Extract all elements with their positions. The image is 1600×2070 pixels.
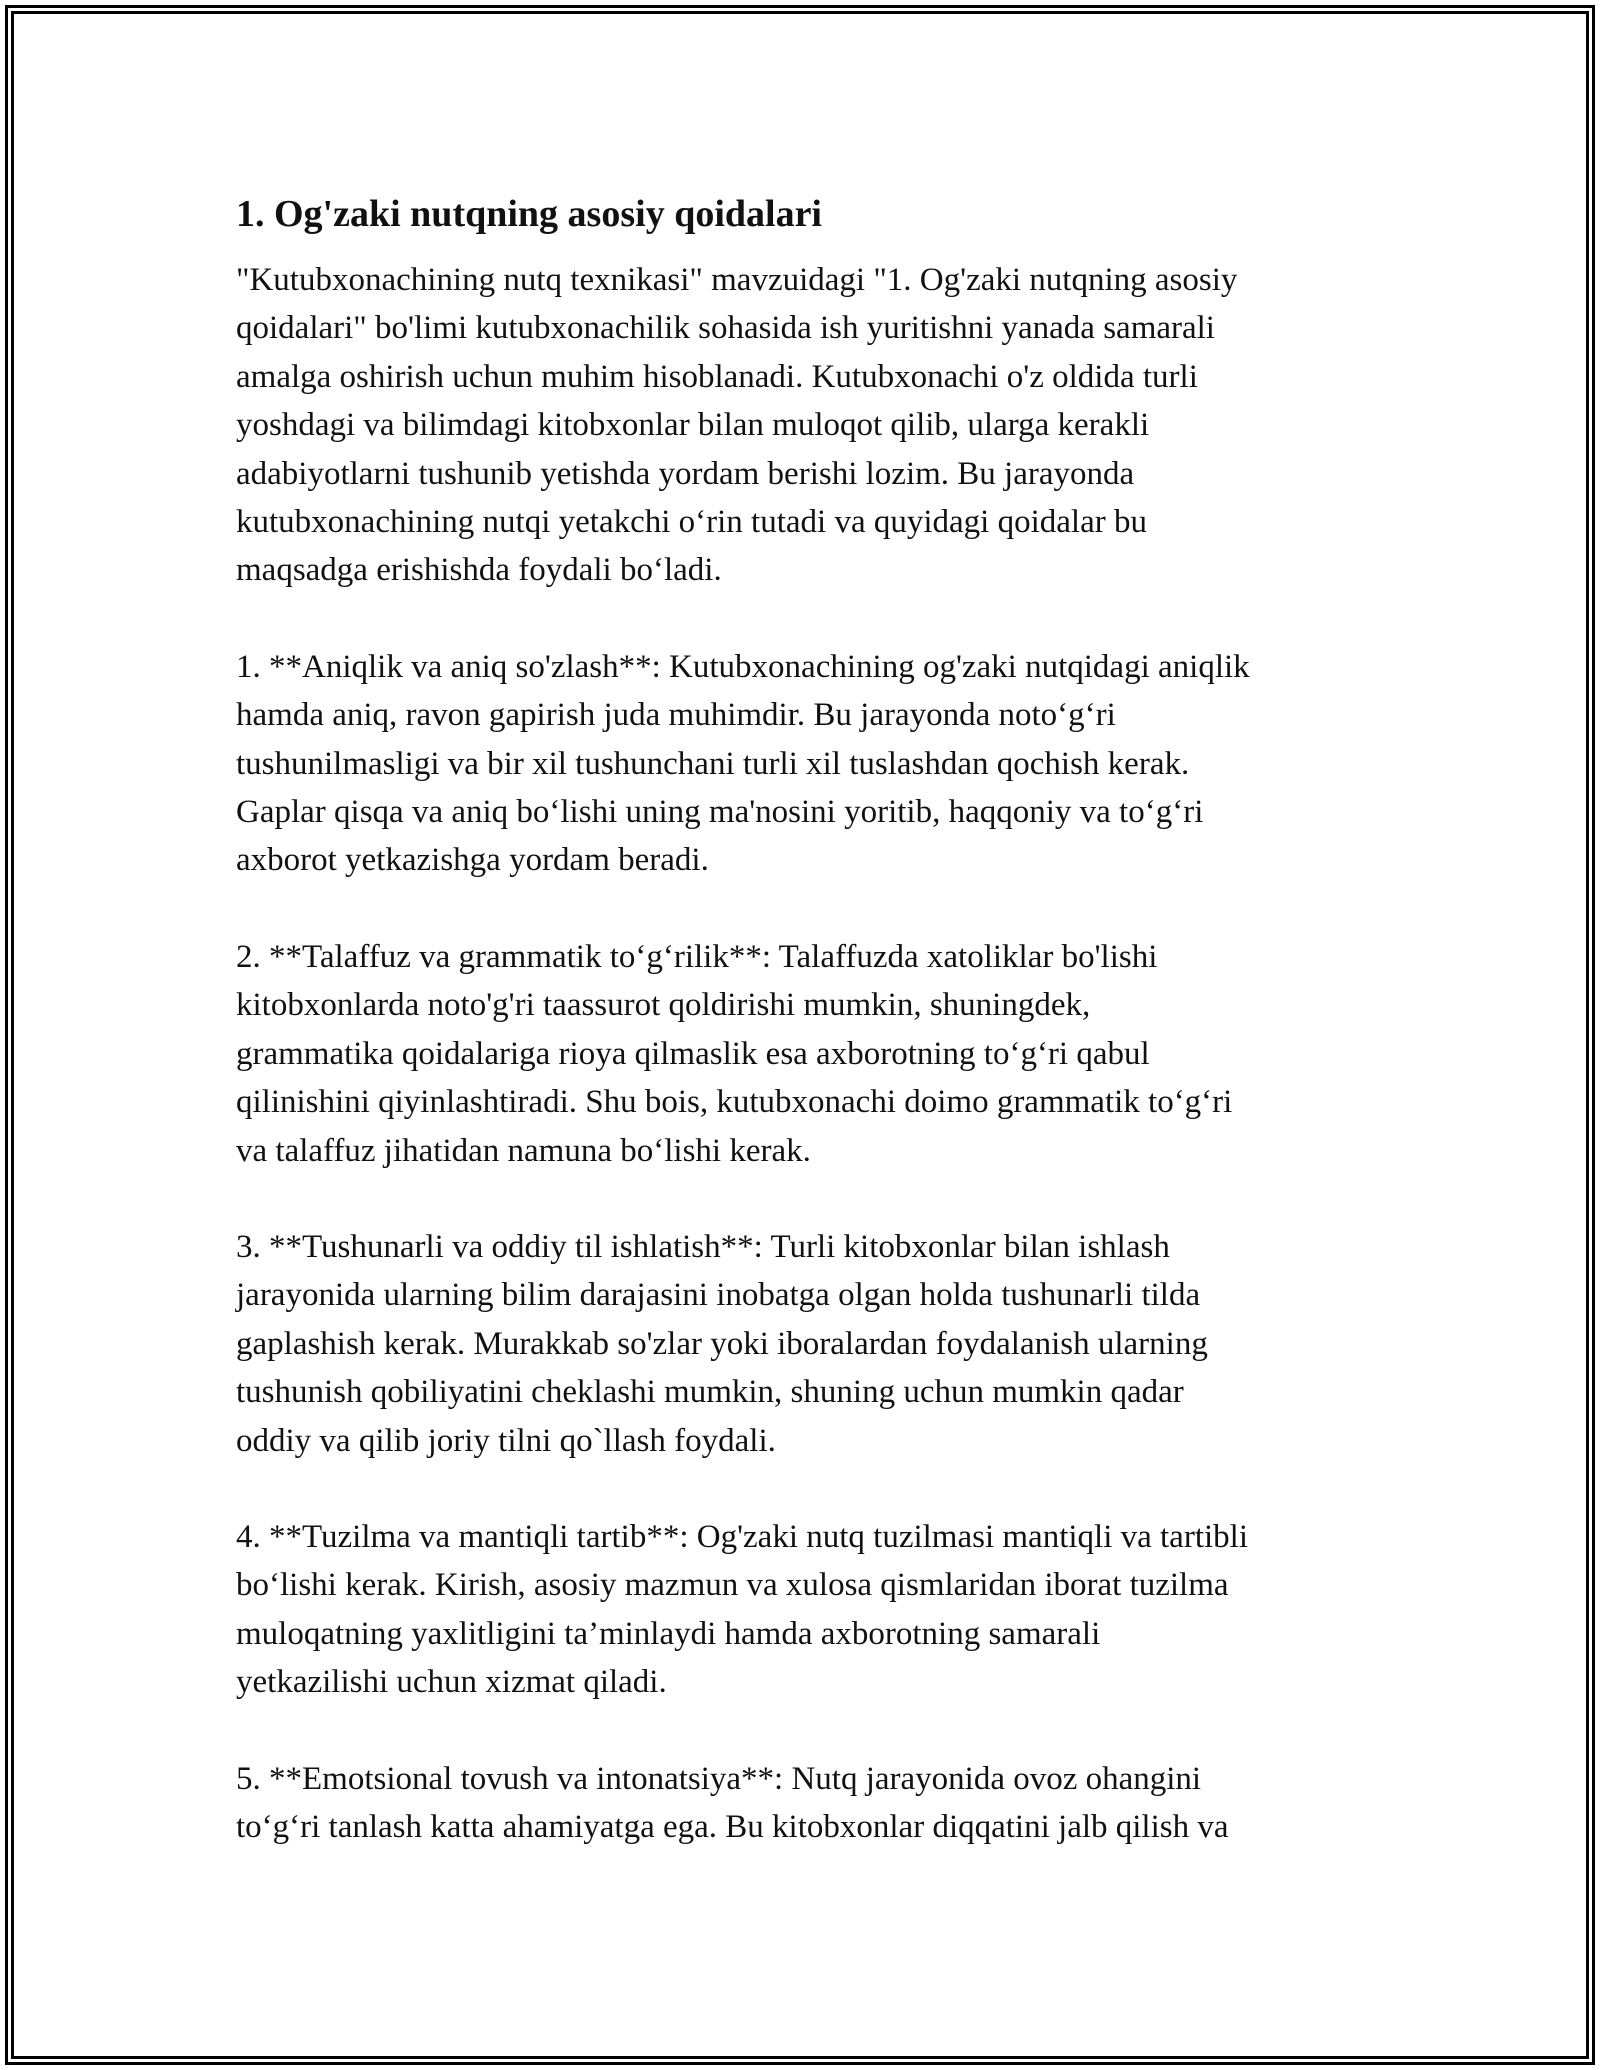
rule-3-paragraph [236,1223,1386,1465]
text-line: va talaffuz jihatidan namuna bo‘lishi kerak. [236,1132,811,1169]
rule-5-paragraph [236,1755,1386,1852]
intro-paragraph [236,256,1386,595]
section-heading: 1. Og'zaki nutqning asosiy qoidalari [236,193,822,235]
text-line: tushunilmasligi va bir xil tushunchani turli xil tuslashdan qochish kerak. [236,745,1190,782]
text-line: 4. **Tuzilma va mantiqli tartib**: Og'zaki nutq tuzilmasi mantiqli va tartibli [236,1518,1248,1555]
text-line: muloqatning yaxlitligini ta’minlaydi hamda axborotning samarali [236,1615,1101,1652]
text-line: axborot yetkazishga yordam beradi. [236,842,709,879]
text-line: kutubxonachining nutqi yetakchi o‘rin tutadi va quyidagi qoidalar bu [236,504,1147,541]
document-page [236,186,1386,1899]
rule-4-paragraph [236,1513,1386,1707]
text-line: to‘g‘ri tanlash katta ahamiyatga ega. Bu kitobxonlar diqqatini jalb qilish va [236,1808,1229,1845]
text-line: amalga oshirish uchun muhim hisoblanadi. Kutubxonachi o'z oldida turli [236,358,1198,395]
text-line: 2. **Talaffuz va grammatik to‘g‘rilik**: Talaffuzda xatoliklar bo'lishi [236,938,1158,975]
text-line: hamda aniq, ravon gapirish juda muhimdir. Bu jarayonda noto‘g‘ri [236,697,1116,734]
text-line: qilinishini qiyinlashtiradi. Shu bois, kutubxonachi doimo grammatik to‘g‘ri [236,1084,1233,1121]
rule-1-paragraph [236,643,1386,885]
text-line: adabiyotlarni tushunib yetishda yordam berishi lozim. Bu jarayonda [236,455,1135,492]
text-line: 1. **Aniqlik va aniq so'zlash**: Kutubxonachining og'zaki nutqidagi aniqlik [236,648,1250,685]
text-line: oddiy va qilib joriy tilni qo`llash foydali. [236,1422,776,1459]
text-line: gaplashish kerak. Murakkab so'zlar yoki iboralardan foydalanish ularning [236,1325,1208,1362]
text-line: maqsadga erishishda foydali bo‘ladi. [236,552,722,589]
text-line: grammatika qoidalariga rioya qilmaslik esa axborotning to‘g‘ri qabul [236,1035,1150,1072]
text-line: bo‘lishi kerak. Kirish, asosiy mazmun va xulosa qismlaridan iborat tuzilma [236,1567,1229,1604]
text-line: qoidalari" bo'limi kutubxonachilik sohasida ish yuritishni yanada samarali [236,310,1215,347]
text-line: yoshdagi va bilimdagi kitobxonlar bilan muloqot qilib, ularga kerakli [236,407,1150,444]
text-line: "Kutubxonachining nutq texnikasi" mavzuidagi "1. Og'zaki nutqning asosiy [236,262,1238,298]
text-line: tushunish qobiliyatini cheklashi mumkin, shuning uchun mumkin qadar [236,1374,1184,1411]
text-line: kitobxonlarda noto'g'ri taassurot qoldirishi mumkin, shuningdek, [236,987,1091,1024]
text-line: jarayonida ularning bilim darajasini inobatga olgan holda tushunarli tilda [236,1277,1201,1314]
text-line: 5. **Emotsional tovush va intonatsiya**: Nutq jarayonida ovoz ohangini [236,1760,1202,1797]
text-line: Gaplar qisqa va aniq bo‘lishi uning ma'nosini yoritib, haqqoniy va to‘g‘ri [236,794,1204,831]
text-line: yetkazilishi uchun xizmat qiladi. [236,1664,667,1701]
text-line: 3. **Tushunarli va oddiy til ishlatish**: Turli kitobxonlar bilan ishlash [236,1228,1170,1265]
rule-2-paragraph [236,933,1386,1175]
